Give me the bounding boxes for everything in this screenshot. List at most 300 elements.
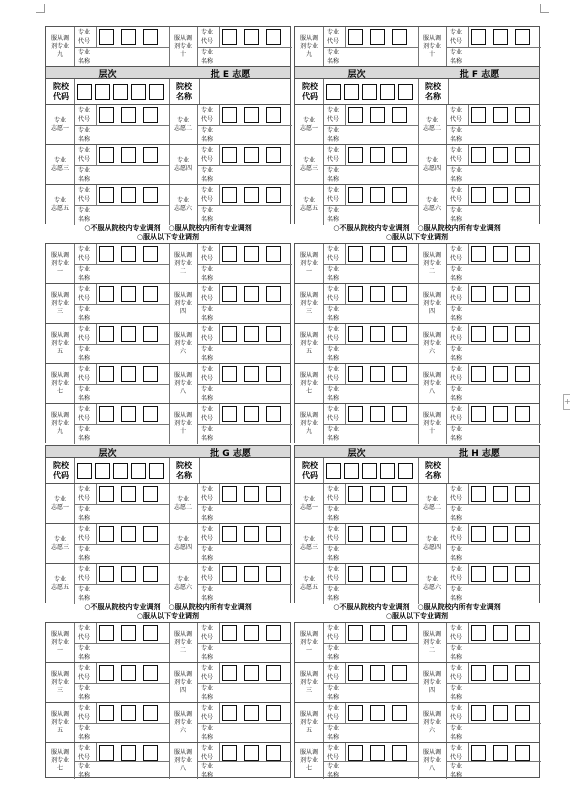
major-code-box[interactable] (471, 705, 486, 721)
major-code-box[interactable] (222, 486, 237, 502)
major-code-box[interactable] (222, 406, 237, 422)
name-word: 名称 (327, 395, 340, 402)
option-no-inner-adjust[interactable]: ○不服从院校内专业调剂 (333, 603, 410, 611)
school-code-box[interactable] (113, 84, 128, 100)
major-code-box[interactable] (99, 366, 114, 382)
major-code-box[interactable] (348, 326, 363, 342)
major-code-box[interactable] (348, 705, 363, 721)
major-code-box[interactable] (370, 486, 385, 502)
major-code-box[interactable] (493, 406, 508, 422)
major-code-box[interactable] (99, 625, 114, 641)
major-code-box[interactable] (515, 665, 530, 681)
major-code-box[interactable] (99, 326, 114, 342)
major-code-box[interactable] (370, 187, 385, 203)
major-code-box[interactable] (222, 526, 237, 542)
major-code-box[interactable] (266, 406, 281, 422)
major-code-box[interactable] (471, 29, 486, 45)
major-code-box[interactable] (99, 286, 114, 302)
major-code-box[interactable] (392, 566, 407, 582)
major-code-box[interactable] (493, 29, 508, 45)
school-code-box[interactable] (149, 84, 164, 100)
major-code-box[interactable] (222, 566, 237, 582)
major-code-label (446, 325, 468, 345)
school-code-label: 院校 代码 (53, 461, 69, 480)
major-code-box[interactable] (244, 286, 259, 302)
major-code-box[interactable] (471, 107, 486, 123)
major-code-box[interactable] (471, 625, 486, 641)
major-code-label (446, 664, 468, 684)
major-code-box[interactable] (99, 29, 114, 45)
major-code-box[interactable] (370, 29, 385, 45)
major-code-box[interactable] (370, 526, 385, 542)
school-code-box[interactable] (131, 84, 146, 100)
adjust-major-label: 服从调 剂专业 三 (50, 671, 69, 694)
adjust-major-label: 服从调 剂专业 八 (422, 372, 441, 395)
major-code-box[interactable] (370, 705, 385, 721)
school-name-field[interactable] (450, 460, 538, 482)
major-code-box[interactable] (392, 745, 407, 761)
major-code-box[interactable] (266, 366, 281, 382)
major-code-box[interactable] (121, 107, 136, 123)
major-code-box[interactable] (515, 107, 530, 123)
divider (219, 524, 220, 544)
major-code-box[interactable] (348, 29, 363, 45)
major-code-box[interactable] (99, 246, 114, 262)
major-code-box[interactable] (244, 246, 259, 262)
major-name-label (323, 206, 345, 226)
major-code-label (197, 186, 219, 206)
major-code-box[interactable] (493, 665, 508, 681)
major-code-box[interactable] (471, 366, 486, 382)
major-choice-label: 专业 志愿六 (422, 576, 441, 591)
school-code-box[interactable] (326, 463, 341, 479)
major-code-box[interactable] (348, 526, 363, 542)
major-choice-label: 专业 志愿五 (50, 197, 69, 212)
major-name-label (197, 585, 219, 605)
major-code-box[interactable] (143, 246, 158, 262)
option-adjust-below[interactable]: ○服从以下专业调剂 (136, 612, 200, 620)
major-code-box[interactable] (222, 187, 237, 203)
major-code-box[interactable] (370, 406, 385, 422)
major-code-box[interactable] (392, 665, 407, 681)
major-code-box[interactable] (266, 187, 281, 203)
major-code-box[interactable] (471, 745, 486, 761)
major-code-box[interactable] (143, 107, 158, 123)
code-word: 代号 (78, 116, 91, 123)
major-code-box[interactable] (493, 526, 508, 542)
major-code-box[interactable] (121, 246, 136, 262)
major-code-box[interactable] (244, 107, 259, 123)
major-code-box[interactable] (493, 147, 508, 163)
major-code-box[interactable] (244, 566, 259, 582)
major-code-box[interactable] (121, 406, 136, 422)
major-code-box[interactable] (121, 526, 136, 542)
major-name-label (74, 425, 96, 445)
major-code-box[interactable] (244, 526, 259, 542)
major-code-box[interactable] (515, 486, 530, 502)
major-word: 专业 (450, 326, 463, 333)
major-code-box[interactable] (370, 366, 385, 382)
major-code-box[interactable] (471, 326, 486, 342)
major-code-box[interactable] (143, 326, 158, 342)
major-code-box[interactable] (143, 705, 158, 721)
major-row (294, 283, 540, 323)
major-code-box[interactable] (515, 366, 530, 382)
code-word: 代号 (450, 255, 463, 262)
major-code-box[interactable] (515, 625, 530, 641)
name-word: 名称 (450, 555, 463, 562)
major-code-box[interactable] (515, 745, 530, 761)
school-code-box[interactable] (149, 463, 164, 479)
major-code-label (323, 744, 345, 762)
major-code-box[interactable] (493, 705, 508, 721)
major-code-label (197, 405, 219, 425)
major-code-box[interactable] (121, 665, 136, 681)
option-adjust-below[interactable]: ○服从以下专业调剂 (385, 233, 449, 241)
major-word: 专业 (78, 725, 91, 732)
divider (468, 284, 469, 304)
major-code-box[interactable] (266, 705, 281, 721)
major-code-box[interactable] (222, 326, 237, 342)
option-all-inner-adjust[interactable]: ○服从院校内所有专业调剂 (417, 603, 501, 611)
major-code-box[interactable] (143, 366, 158, 382)
major-code-box[interactable] (370, 286, 385, 302)
option-no-inner-adjust[interactable]: ○不服从院校内专业调剂 (84, 603, 161, 611)
major-code-box[interactable] (392, 187, 407, 203)
major-code-box[interactable] (121, 566, 136, 582)
school-code-box[interactable] (380, 463, 395, 479)
school-code-box[interactable] (344, 84, 359, 100)
major-code-box[interactable] (471, 566, 486, 582)
major-code-box[interactable] (244, 705, 259, 721)
major-code-box[interactable] (370, 625, 385, 641)
school-code-box[interactable] (95, 84, 110, 100)
school-code-label: 院校 代码 (302, 82, 318, 101)
major-code-box[interactable] (99, 705, 114, 721)
code-word: 代号 (327, 674, 340, 681)
school-code-box[interactable] (131, 463, 146, 479)
major-code-box[interactable] (99, 406, 114, 422)
major-code-box[interactable] (392, 29, 407, 45)
major-code-box[interactable] (143, 566, 158, 582)
adjust-options (294, 233, 540, 242)
major-code-box[interactable] (266, 286, 281, 302)
major-code-box[interactable] (348, 107, 363, 123)
major-code-box[interactable] (266, 29, 281, 45)
major-code-box[interactable] (244, 625, 259, 641)
major-code-box[interactable] (392, 107, 407, 123)
option-no-inner-adjust[interactable]: ○不服从院校内专业调剂 (84, 224, 161, 232)
major-code-box[interactable] (471, 406, 486, 422)
major-code-box[interactable] (515, 566, 530, 582)
name-word: 名称 (201, 595, 214, 602)
major-code-box[interactable] (515, 705, 530, 721)
major-code-box[interactable] (121, 187, 136, 203)
major-code-box[interactable] (515, 326, 530, 342)
major-code-box[interactable] (493, 486, 508, 502)
school-name-field[interactable] (450, 81, 538, 103)
school-name-field[interactable] (201, 81, 289, 103)
major-word: 专业 (201, 147, 214, 154)
major-code-box[interactable] (392, 246, 407, 262)
major-word: 专业 (78, 705, 91, 712)
major-code-box[interactable] (244, 665, 259, 681)
major-code-box[interactable] (222, 246, 237, 262)
name-word: 名称 (327, 555, 340, 562)
code-word: 代号 (201, 295, 214, 302)
major-code-box[interactable] (143, 187, 158, 203)
major-code-box[interactable] (348, 486, 363, 502)
major-code-box[interactable] (244, 406, 259, 422)
option-adjust-below[interactable]: ○服从以下专业调剂 (385, 612, 449, 620)
major-code-box[interactable] (222, 705, 237, 721)
divider (468, 484, 469, 504)
batch-title: 批 G 志愿 (210, 448, 251, 459)
major-code-box[interactable] (143, 625, 158, 641)
major-code-box[interactable] (121, 486, 136, 502)
major-code-box[interactable] (493, 107, 508, 123)
major-code-label (323, 704, 345, 724)
major-code-box[interactable] (121, 625, 136, 641)
major-code-box[interactable] (244, 366, 259, 382)
adjust-major-label: 服从调 剂专业 九 (299, 412, 318, 435)
name-word: 名称 (201, 694, 214, 701)
major-code-box[interactable] (266, 625, 281, 641)
major-code-box[interactable] (222, 665, 237, 681)
major-code-box[interactable] (392, 286, 407, 302)
major-code-box[interactable] (266, 107, 281, 123)
adjust-major-label: 服从调 剂专业 五 (299, 711, 318, 734)
major-code-box[interactable] (348, 187, 363, 203)
major-code-box[interactable] (121, 366, 136, 382)
major-code-box[interactable] (121, 29, 136, 45)
major-code-box[interactable] (392, 526, 407, 542)
major-code-box[interactable] (348, 665, 363, 681)
major-word: 专业 (327, 486, 340, 493)
school-code-box[interactable] (380, 84, 395, 100)
major-code-box[interactable] (348, 745, 363, 761)
major-code-box[interactable] (493, 625, 508, 641)
major-code-box[interactable] (222, 107, 237, 123)
adjust-major-label: 服从调 剂专业 九 (50, 35, 69, 58)
school-code-box[interactable] (362, 84, 377, 100)
major-code-box[interactable] (266, 486, 281, 502)
major-code-box[interactable] (348, 286, 363, 302)
school-code-box[interactable] (113, 463, 128, 479)
major-code-box[interactable] (244, 326, 259, 342)
school-code-box[interactable] (344, 463, 359, 479)
major-code-box[interactable] (244, 187, 259, 203)
major-code-box[interactable] (392, 625, 407, 641)
major-code-box[interactable] (348, 366, 363, 382)
school-code-box[interactable] (77, 463, 92, 479)
major-code-box[interactable] (370, 107, 385, 123)
major-code-box[interactable] (121, 286, 136, 302)
major-code-box[interactable] (348, 246, 363, 262)
major-code-box[interactable] (143, 147, 158, 163)
major-code-box[interactable] (244, 486, 259, 502)
major-code-box[interactable] (370, 665, 385, 681)
major-code-box[interactable] (99, 107, 114, 123)
major-word: 专业 (201, 167, 214, 174)
major-code-box[interactable] (348, 566, 363, 582)
expand-panel-button[interactable]: + (563, 394, 570, 410)
major-code-box[interactable] (121, 705, 136, 721)
major-code-box[interactable] (266, 745, 281, 761)
major-code-box[interactable] (99, 187, 114, 203)
major-code-box[interactable] (493, 326, 508, 342)
divider (199, 458, 200, 484)
major-code-box[interactable] (392, 705, 407, 721)
code-word: 代号 (201, 38, 214, 45)
major-word: 专业 (327, 625, 340, 632)
major-word: 专业 (450, 745, 463, 752)
major-code-box[interactable] (493, 187, 508, 203)
major-code-label (197, 28, 219, 48)
major-row (45, 702, 291, 742)
major-code-box[interactable] (515, 286, 530, 302)
major-code-box[interactable] (244, 147, 259, 163)
school-code-box[interactable] (398, 463, 413, 479)
major-word: 专业 (78, 266, 91, 273)
major-code-box[interactable] (143, 486, 158, 502)
major-code-box[interactable] (471, 526, 486, 542)
major-word: 专业 (78, 167, 91, 174)
divider (96, 364, 97, 384)
major-code-box[interactable] (392, 326, 407, 342)
major-code-box[interactable] (244, 29, 259, 45)
major-code-box[interactable] (99, 147, 114, 163)
major-word: 专业 (201, 763, 214, 770)
code-word: 代号 (327, 575, 340, 582)
major-code-box[interactable] (143, 286, 158, 302)
school-code-box[interactable] (95, 463, 110, 479)
major-code-box[interactable] (392, 147, 407, 163)
major-row (45, 662, 291, 702)
adjust-major-label: 服从调 剂专业 十 (422, 412, 441, 435)
major-code-box[interactable] (370, 246, 385, 262)
major-code-box[interactable] (143, 526, 158, 542)
major-code-box[interactable] (99, 526, 114, 542)
major-code-box[interactable] (266, 665, 281, 681)
school-code-box[interactable] (398, 84, 413, 100)
major-code-box[interactable] (493, 745, 508, 761)
major-code-box[interactable] (471, 147, 486, 163)
major-code-box[interactable] (515, 526, 530, 542)
major-code-box[interactable] (392, 366, 407, 382)
major-code-box[interactable] (266, 246, 281, 262)
major-word: 专业 (327, 286, 340, 293)
major-code-box[interactable] (222, 625, 237, 641)
major-word: 专业 (78, 546, 91, 553)
major-code-box[interactable] (370, 326, 385, 342)
adjust-major-label: 服从调 剂专业 二 (422, 252, 441, 275)
code-word: 代号 (201, 575, 214, 582)
major-code-box[interactable] (266, 566, 281, 582)
major-code-box[interactable] (370, 566, 385, 582)
name-word: 名称 (201, 216, 214, 223)
major-code-box[interactable] (515, 246, 530, 262)
name-word: 名称 (327, 58, 340, 65)
major-code-box[interactable] (493, 566, 508, 582)
major-code-box[interactable] (493, 286, 508, 302)
major-word: 专业 (78, 207, 91, 214)
major-word: 专业 (78, 147, 91, 154)
option-adjust-below[interactable]: ○服从以下专业调剂 (136, 233, 200, 241)
major-code-box[interactable] (348, 625, 363, 641)
school-code-box[interactable] (326, 84, 341, 100)
name-word: 名称 (78, 315, 91, 322)
major-code-box[interactable] (121, 326, 136, 342)
major-code-box[interactable] (493, 366, 508, 382)
major-name-label (323, 644, 345, 664)
major-code-box[interactable] (143, 665, 158, 681)
major-choice-label: 专业 志愿五 (299, 576, 318, 591)
major-code-box[interactable] (222, 286, 237, 302)
major-code-box[interactable] (348, 406, 363, 422)
major-code-box[interactable] (515, 187, 530, 203)
adjust-major-label: 服从调 剂专业 五 (50, 332, 69, 355)
adjust-major-label: 服从调 剂专业 八 (173, 372, 192, 395)
option-all-inner-adjust[interactable]: ○服从院校内所有专业调剂 (168, 603, 252, 611)
major-code-box[interactable] (266, 147, 281, 163)
school-code-box[interactable] (362, 463, 377, 479)
major-code-box[interactable] (222, 147, 237, 163)
major-code-box[interactable] (222, 366, 237, 382)
major-word: 专业 (450, 566, 463, 573)
major-code-box[interactable] (99, 745, 114, 761)
adjust-major-label: 服从调 剂专业 四 (173, 671, 192, 694)
option-all-inner-adjust[interactable]: ○服从院校内所有专业调剂 (417, 224, 501, 232)
major-code-box[interactable] (99, 665, 114, 681)
major-code-box[interactable] (515, 147, 530, 163)
major-code-box[interactable] (266, 526, 281, 542)
major-code-box[interactable] (244, 745, 259, 761)
major-code-box[interactable] (515, 406, 530, 422)
major-code-box[interactable] (143, 406, 158, 422)
major-code-box[interactable] (471, 286, 486, 302)
major-code-box[interactable] (99, 486, 114, 502)
major-code-label (74, 565, 96, 585)
major-name-label (446, 545, 468, 565)
major-code-box[interactable] (121, 147, 136, 163)
school-name-field[interactable] (201, 460, 289, 482)
school-code-box[interactable] (77, 84, 92, 100)
major-code-box[interactable] (392, 406, 407, 422)
major-code-box[interactable] (370, 147, 385, 163)
major-word: 专业 (327, 566, 340, 573)
major-code-box[interactable] (471, 246, 486, 262)
major-code-box[interactable] (471, 187, 486, 203)
major-code-box[interactable] (143, 29, 158, 45)
major-code-box[interactable] (515, 29, 530, 45)
major-code-box[interactable] (493, 246, 508, 262)
major-code-box[interactable] (471, 486, 486, 502)
major-code-box[interactable] (121, 745, 136, 761)
major-word: 专业 (450, 366, 463, 373)
option-all-inner-adjust[interactable]: ○服从院校内所有专业调剂 (168, 224, 252, 232)
option-no-inner-adjust[interactable]: ○不服从院校内专业调剂 (333, 224, 410, 232)
major-code-box[interactable] (392, 486, 407, 502)
major-code-box[interactable] (222, 745, 237, 761)
major-code-box[interactable] (370, 745, 385, 761)
major-code-box[interactable] (348, 147, 363, 163)
major-code-box[interactable] (266, 326, 281, 342)
major-code-box[interactable] (99, 566, 114, 582)
major-code-box[interactable] (471, 665, 486, 681)
major-code-box[interactable] (222, 29, 237, 45)
major-code-box[interactable] (143, 745, 158, 761)
